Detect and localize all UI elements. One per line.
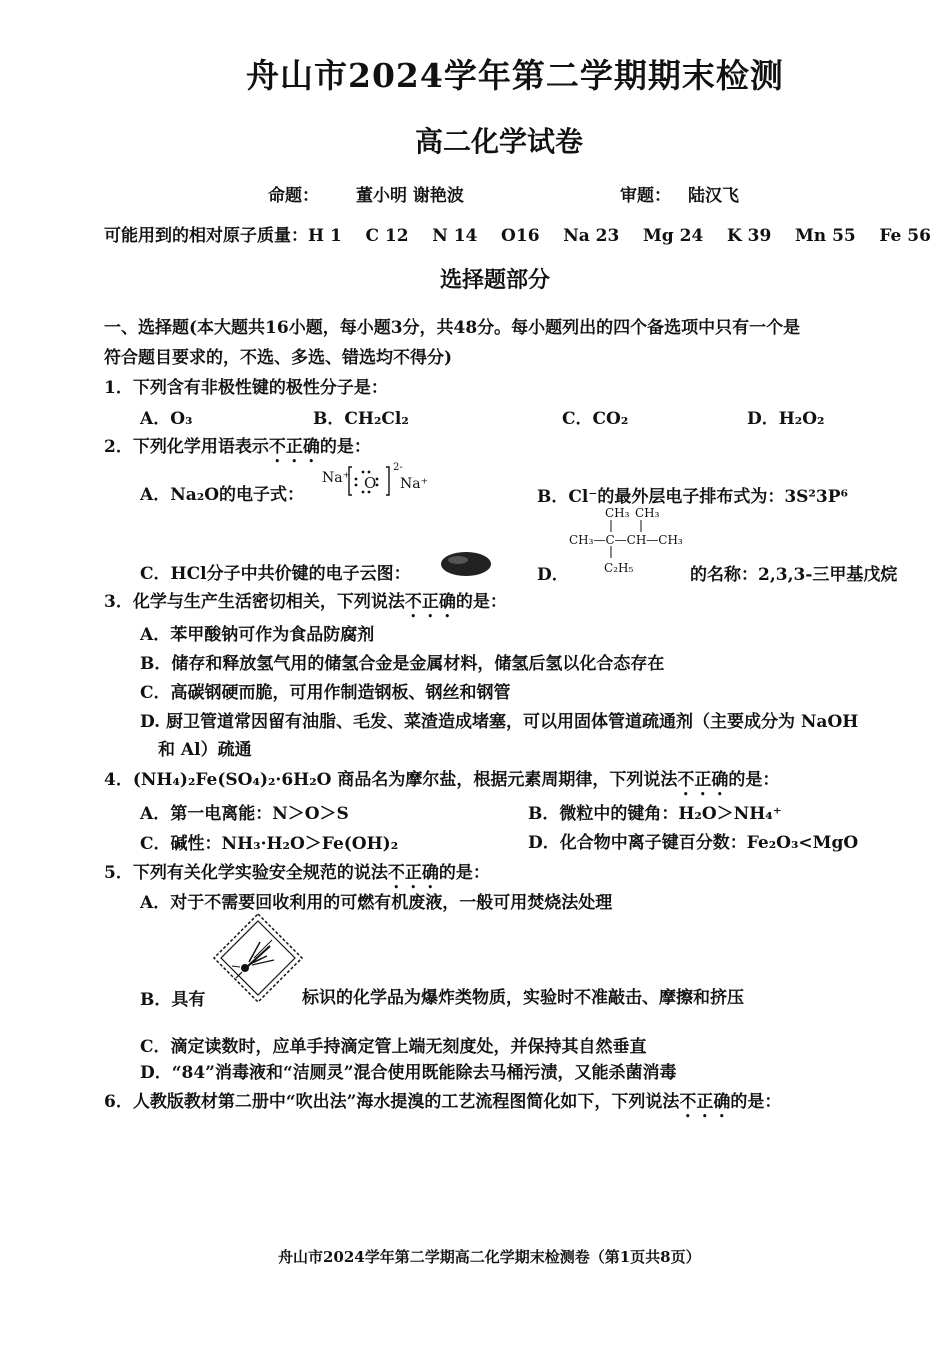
q4-emphasis: 不正确 <box>677 770 729 790</box>
na2o-electron-formula: Na⁺ <box>322 470 350 486</box>
q2-option-b: B．Cl⁻的最外层电子排布式为：3S²3P⁶ <box>537 487 848 507</box>
authors: 董小明 谢艳波 <box>356 186 464 206</box>
atomic-mass-line: 可能用到的相对原子质量：H 1 C 12 N 14 O16 Na 23 Mg 24 K 39 Mn 55 Fe 56 <box>104 226 931 246</box>
q6-emphasis: 不正确 <box>679 1092 731 1112</box>
q2-option-c: C．HCl分子中共价键的电子云图： <box>140 564 411 584</box>
q1-option-a: A．O₃ <box>140 409 193 429</box>
struct-ch3-top-1: CH₃ <box>605 506 630 520</box>
q1-stem: 1．下列含有非极性键的极性分子是： <box>104 378 388 398</box>
q3-stem: 3．化学与生产生活密切相关，下列说法不正确的是： <box>104 592 507 612</box>
q4-option-d: D．化合物中离子键百分数：Fe₂O₃<MgO <box>528 833 859 853</box>
q2-emphasis: 不正确 <box>268 437 320 457</box>
struct-main-chain: CH₃—C—CH—CH₃ <box>569 533 683 547</box>
q5-option-b-prefix: B．具有 <box>140 990 206 1010</box>
q3-option-b: B．储存和释放氢气用的储氢合金是金属材料，储氢后氢以化合态存在 <box>140 654 665 674</box>
q4-option-b: B．微粒中的键角：H₂O＞NH₄⁺ <box>528 804 782 824</box>
q2-stem: 2．下列化学用语表示不正确的是： <box>104 437 371 457</box>
oxide-charge: 2- <box>393 462 403 473</box>
q4-option-c: C．碱性：NH₃·H₂O＞Fe(OH)₂ <box>140 834 399 854</box>
q4-option-a: A．第一电离能：N＞O＞S <box>140 804 349 824</box>
struct-ch3-top-2: CH₃ <box>635 506 660 520</box>
q1-option-c: C．CO₂ <box>562 409 629 429</box>
oxygen-symbol: O <box>364 474 377 492</box>
explosive-hazard-icon <box>212 912 304 1004</box>
q6-stem: 6．人教版教材第二册中“吹出法”海水提溴的工艺流程图简化如下，下列说法不正确的是： <box>104 1092 782 1112</box>
authors-label: 命题： <box>268 186 319 206</box>
q3-option-c: C．高碳钢硬而脆，可用作制造钢板、钢丝和钢管 <box>140 683 511 703</box>
q5-stem: 5．下列有关化学实验安全规范的说法不正确的是： <box>104 863 490 883</box>
section-title: 选择题部分 <box>440 267 551 293</box>
q3-emphasis: 不正确 <box>404 592 456 612</box>
q3-option-d-line2: 和 Al）疏通 <box>158 740 252 760</box>
q2-option-d: D． <box>537 565 569 585</box>
reviewer: 陆汉飞 <box>688 186 739 206</box>
exam-title: 舟山市2024学年第二学期期末检测 <box>246 56 784 95</box>
q3-option-d-line1: D. 厨卫管道常因留有油脂、毛发、菜渣造成堵塞，可以用固体管道疏通剂（主要成分为 NaOH <box>140 712 859 732</box>
q5-option-d: D．“84”消毒液和“洁厕灵”混合使用既能除去马桶污渍，又能杀菌消毒 <box>140 1063 677 1083</box>
reviewer-label: 审题： <box>620 186 671 206</box>
q1-option-b: B．CH₂Cl₂ <box>313 409 409 429</box>
na-ion-right: Na⁺ <box>400 476 428 492</box>
section-intro-line1: 一、选择题(本大题共16小题，每小题3分，共48分。每小题列出的四个备选项中只有一个是 <box>104 318 801 338</box>
q2-option-a: A．Na₂O的电子式： <box>140 485 304 505</box>
page-footer: 舟山市2024学年第二学期高二化学期末检测卷（第1页共8页） <box>278 1248 701 1266</box>
section-intro-line2: 符合题目要求的，不选、多选、错选均不得分) <box>104 348 453 368</box>
q5-emphasis: 不正确 <box>387 863 439 883</box>
q4-stem: 4．(NH₄)₂Fe(SO₄)₂·6H₂O 商品名为摩尔盐，根据元素周期律，下列说法不正确的是： <box>104 770 780 790</box>
q1-option-d: D．H₂O₂ <box>747 409 825 429</box>
exam-subtitle: 高二化学试卷 <box>415 125 584 158</box>
q3-option-a: A．苯甲酸钠可作为食品防腐剂 <box>140 625 375 645</box>
struct-ethyl: C₂H₅ <box>604 561 634 575</box>
q2-option-d-name: 的名称：2,3,3-三甲基戊烷 <box>690 565 898 585</box>
q5-option-a: A．对于不需要回收利用的可燃有机废液，一般可用焚烧法处理 <box>140 893 613 913</box>
q5-option-b-text: 标识的化学品为爆炸类物质，实验时不准敲击、摩擦和挤压 <box>302 988 744 1008</box>
electron-cloud-icon <box>440 547 492 581</box>
q5-option-c: C．滴定读数时，应单手持滴定管上端无刻度处，并保持其自然垂直 <box>140 1037 647 1057</box>
